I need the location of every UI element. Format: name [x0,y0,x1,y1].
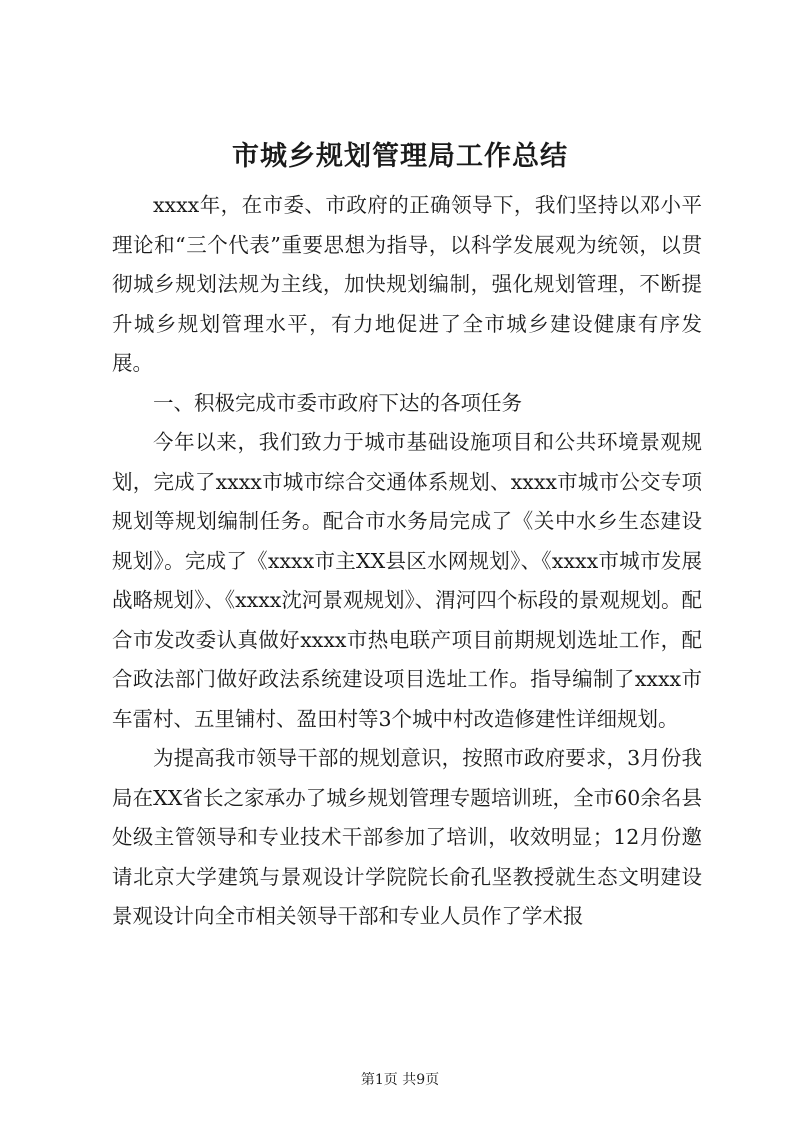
intro-paragraph: xxxx年，在市委、市政府的正确领导下，我们坚持以邓小平理论和“三个代表”重要思想为指导，以科学发展观为统领，以贯彻城乡规划法规为主线，加快规划编制，强化规划管理，不断提升城乡规划管理水平，有力地促进了全市城乡建设健康有序发展。 [112,193,702,375]
page-number-footer: 第1页 共9页 [360,1072,440,1088]
section-heading: 一、积极完成市委市政府下达的各项任务 [153,390,522,415]
document-body [112,186,702,937]
document-title: 市城乡规划管理局工作总结 [232,141,568,172]
body-paragraph: 为提高我市领导干部的规划意识，按照市政府要求，3月份我局在XX省长之家承办了城乡规划管理专题培训班，全市60余名县处级主管领导和专业技术干部参加了培训，收效明显；12月份邀请北京大学建筑与景观设计学院院长俞孔坚教授就生态文明建设景观设计向全市相关领导干部和专业人员作了学术报 [112,746,702,928]
body-paragraph: 今年以来，我们致力于城市基础设施项目和公共环境景观规划，完成了xxxx市城市综合交通体系规划、xxxx市城市公交专项规划等规划编制任务。配合市水务局完成了《关中水乡生态建设规划》。完成了《xxxx市主XX县区水网规划》、《xxxx市城市发展战略规划》、《xxxx沈河景观规划》、渭河四个标段的景观规划。配合市发改委认真做好xxxx市热电联产项目前期规划选址工作，配合政法部门做好政法系统建设项目选址工作。指导编制了xxxx市车雷村、五里铺村、盈田村等3个城中村改造修建性详细规划。 [112,430,702,731]
